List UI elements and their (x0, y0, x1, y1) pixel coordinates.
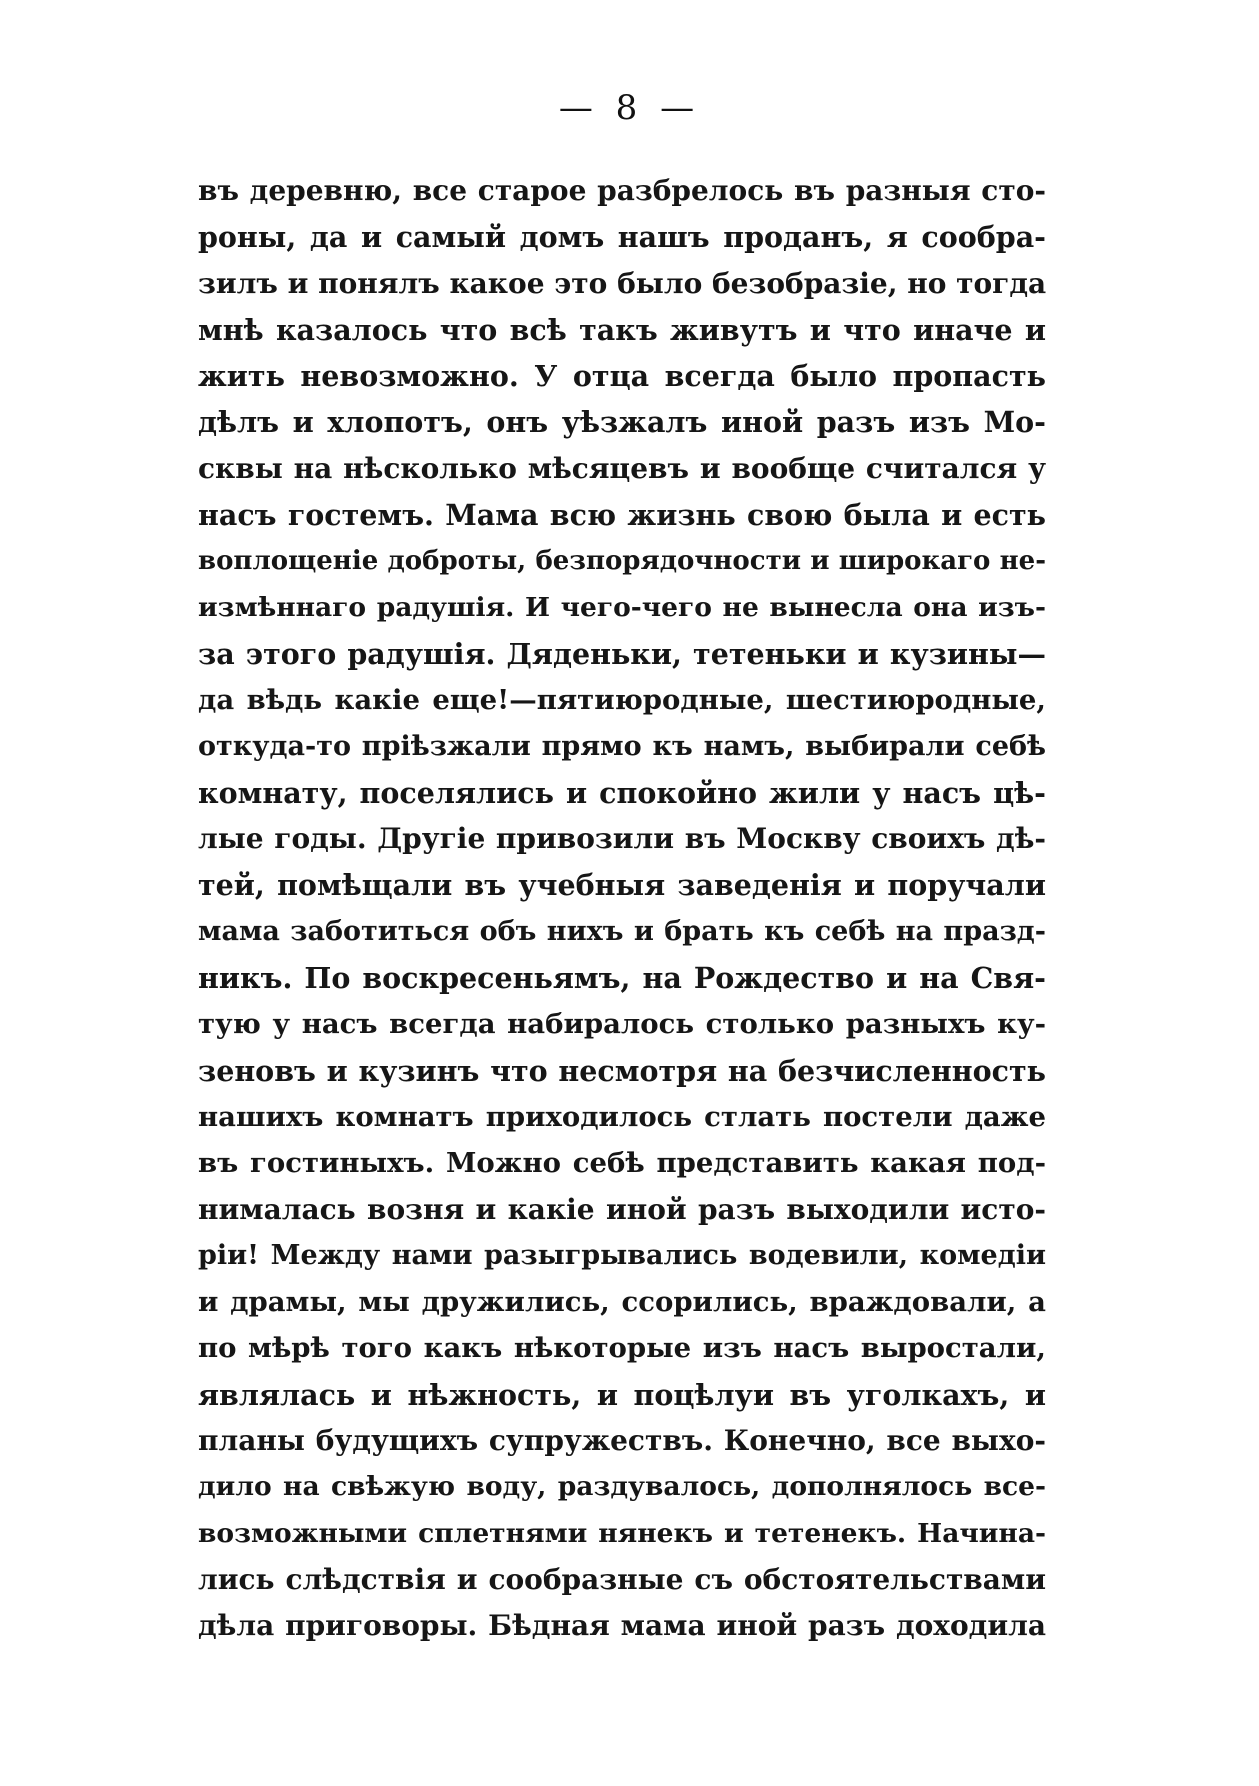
text-line: никъ. По воскресеньямъ, на Рождество и на Свя- (198, 961, 1046, 996)
text-line: роны, да и самый домъ нашъ проданъ, я сообра- (198, 220, 1046, 255)
text-line: планы будущихъ супружествъ. Конечно, все выхо- (198, 1424, 1046, 1458)
text-line: насъ гостемъ. Мама всю жизнь свою была и есть (198, 498, 1046, 533)
text-line: тую у насъ всегда набиралось столько разныхъ ку- (198, 1008, 1046, 1041)
text-line: возможными сплетнями нянекъ и тетенекъ. Начина- (198, 1517, 1046, 1549)
text-line: дило на свѣжую воду, раздувалось, дополнялось все- (198, 1471, 1046, 1503)
text-line: воплощеніе доброты, безпорядочности и широкаго не- (198, 546, 1046, 577)
text-line: жить невозможно. У отца всегда было пропасть (198, 359, 1046, 394)
text-line: нашихъ комнатъ приходилось стлать постели даже (198, 1100, 1046, 1133)
text-line: дѣлъ и хлопотъ, онъ уѣзжалъ иной разъ изъ Мо- (198, 405, 1046, 440)
text-line: по мѣрѣ того какъ нѣкоторые изъ насъ выростали, (198, 1332, 1046, 1365)
text-line: лые годы. Другіе привозили въ Москву своихъ дѣ- (198, 822, 1046, 856)
text-line: лись слѣдствія и сообразные съ обстоятельствами (198, 1562, 1046, 1596)
page-number: — 8 — (558, 88, 701, 128)
text-line: нималась возня и какіе иной разъ выходили исто- (198, 1192, 1046, 1226)
text-line: мнѣ казалось что всѣ такъ живутъ и что иначе и (198, 312, 1046, 347)
text-line: и драмы, мы дружились, ссорились, враждовали, а (198, 1286, 1046, 1319)
text-line: мама заботиться объ нихъ и брать къ себѣ на празд- (198, 915, 1046, 947)
text-line: являлась и нѣжность, и поцѣлуи въ уголкахъ, и (198, 1377, 1046, 1412)
text-line: дѣла приговоры. Бѣдная мама иной разъ доходила (198, 1609, 1046, 1643)
text-line: въ деревню, все старое разбрелось въ разныя сто- (198, 174, 1046, 207)
text-line: въ гостиныхъ. Можно себѣ представить какая под- (198, 1147, 1046, 1180)
text-line: зеновъ и кузинъ что несмотря на безчисленность (198, 1053, 1046, 1088)
text-line: тей, помѣщали въ учебныя заведенія и поручали (198, 868, 1046, 903)
text-line: зилъ и понялъ какое это было безобразіе, но тогда (198, 266, 1046, 300)
text-line: сквы на нѣсколько мѣсяцевъ и вообще считался у (198, 451, 1046, 485)
text-line: комнату, поселялись и спокойно жили у насъ цѣ- (198, 775, 1046, 810)
text-line: за этого радушія. Дяденьки, тетеньки и кузины— (198, 636, 1046, 671)
text-line: да вѣдь какіе еще!—пятиюродные, шестиюродные, (198, 684, 1046, 717)
text-line: ріи! Между нами разыгрывались водевили, комедіи (198, 1239, 1046, 1271)
body-text (198, 168, 1046, 1650)
text-line: измѣннаго радушія. И чего-чего не вынесла она изъ- (198, 591, 1046, 623)
text-line: откуда-то пріѣзжали прямо къ намъ, выбирали себѣ (198, 730, 1046, 762)
